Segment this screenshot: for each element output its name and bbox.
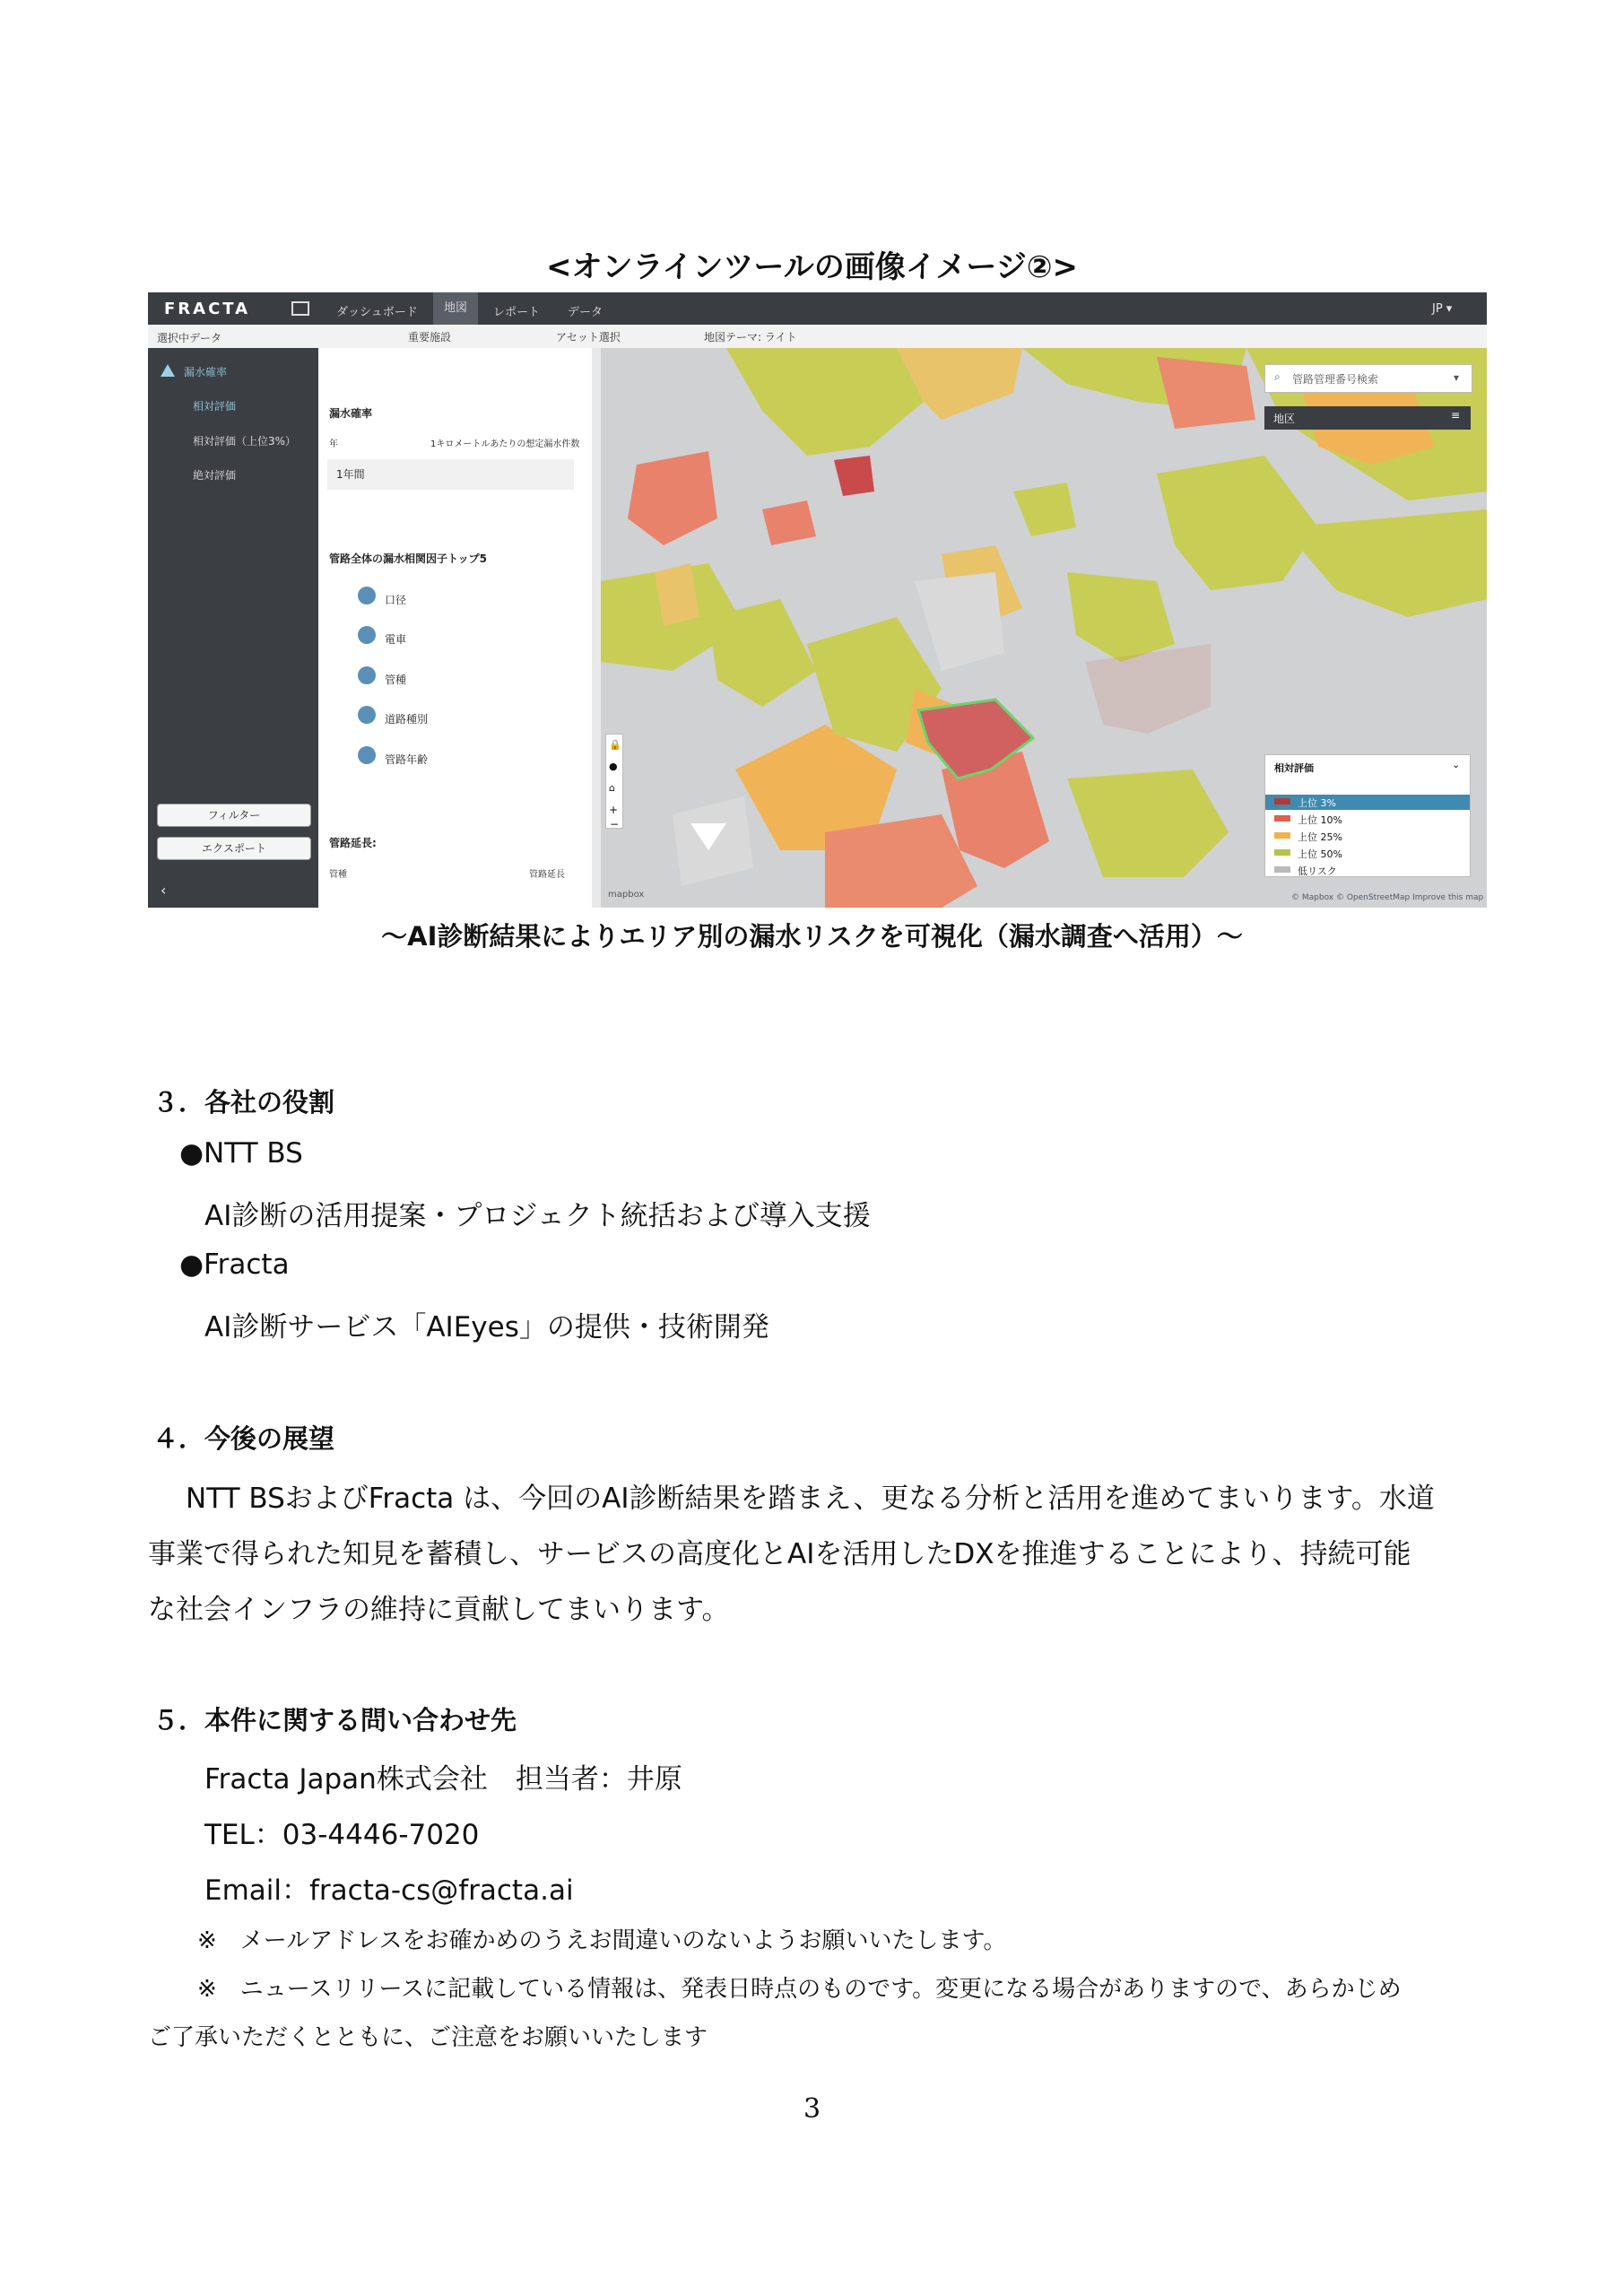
- section4-heading: ４．今後の展望: [152, 1423, 335, 1454]
- figure-title: <オンラインツールの画像イメージ②>: [545, 249, 1079, 285]
- role-fracta: AI診断サービス「AIEyes」の提供・技術開発: [204, 1311, 769, 1344]
- legend: [1264, 754, 1471, 877]
- contact-company: Fracta Japan株式会社 担当者：井原: [204, 1763, 682, 1796]
- important-facility-select[interactable]: 重要施設: [408, 331, 452, 344]
- page-number: 3: [803, 2093, 821, 2125]
- legend-swatch-4: [1274, 849, 1290, 856]
- company-ntt-bs: ●NTT BS: [179, 1137, 303, 1170]
- map-attribution[interactable]: © Mapbox © OpenStreetMap Improve this map: [1291, 893, 1484, 902]
- filter-toggle[interactable]: フィルター: [157, 804, 311, 827]
- mapbox-logo: mapbox: [608, 890, 645, 900]
- sidebar-section-leak-probability[interactable]: 漏水確率: [184, 366, 228, 378]
- factor-5: 管路年齢: [385, 753, 429, 766]
- period-row: 1年間: [327, 459, 574, 490]
- section3-heading: ３．各社の役割: [152, 1087, 335, 1118]
- district-label: 地区: [1273, 413, 1296, 425]
- collapse-left-icon[interactable]: ‹: [161, 882, 167, 899]
- sidebar: [148, 348, 318, 908]
- zoom-in-icon[interactable]: +: [609, 804, 619, 816]
- selected-data-label: 選択中データ: [157, 332, 222, 344]
- asset-select[interactable]: アセット選択: [556, 331, 621, 344]
- menu-icon[interactable]: ≡: [1451, 409, 1461, 422]
- filter-bar: [148, 325, 1487, 349]
- company-fracta: ●Fracta: [179, 1248, 290, 1281]
- outlook-line-1: NTT BSおよびFracta は、今回のAI診断結果を踏まえ、更なる分析と活用を進めてまいります。水道: [186, 1483, 1435, 1515]
- nav-map[interactable]: 地図: [433, 292, 478, 325]
- panel-heading: 漏水確率: [329, 407, 373, 420]
- legend-swatch-3: [1274, 832, 1290, 839]
- outlook-line-2: 事業で得られた知見を蓄積し、サービスの高度化とAIを活用したDXを推進することにより、持続可能: [148, 1538, 1411, 1570]
- nav-data[interactable]: データ: [568, 306, 604, 319]
- legend-label-5[interactable]: 低リスク: [1298, 865, 1337, 877]
- panel-divider: [592, 348, 601, 908]
- chevron-down-icon[interactable]: ⌄: [1452, 759, 1461, 770]
- info-panel: [318, 348, 592, 908]
- factor-3: 管種: [385, 674, 407, 686]
- contact-email[interactable]: Email：fracta-cs@fracta.ai: [204, 1874, 574, 1907]
- role-ntt-bs: AI診断の活用提案・プロジェクト統括および導入支援: [204, 1200, 871, 1232]
- legend-label-1[interactable]: 上位 3%: [1298, 797, 1336, 809]
- sidebar-item-relative-top3[interactable]: 相対評価（上位3%）: [193, 435, 297, 448]
- contact-tel: TEL：03-4446-7020: [204, 1819, 480, 1851]
- map-theme-select[interactable]: 地図テーマ: ライト: [704, 331, 797, 344]
- factor-icon-2: [358, 626, 376, 644]
- note-disclaimer-line2: ご了承いただくとともに、ご注意をお願いいたします: [148, 2024, 708, 2051]
- search-input[interactable]: 管路管理番号検索: [1292, 373, 1379, 386]
- lock-icon[interactable]: 🔒: [609, 739, 621, 751]
- tool-screenshot: [148, 292, 1487, 908]
- district-select[interactable]: [1264, 406, 1471, 430]
- section5-heading: ５．本件に関する問い合わせ先: [152, 1705, 517, 1735]
- factor-icon-1: [358, 587, 376, 604]
- search-icon: ⌕: [1274, 370, 1281, 383]
- col-length: 管路延長: [529, 870, 565, 880]
- col-year: 年: [329, 439, 338, 449]
- factor-4: 道路種別: [385, 713, 429, 726]
- figure-caption: ～AI診断結果によりエリア別の漏水リスクを可視化（漏水調査へ活用）～: [381, 921, 1243, 952]
- camera-icon[interactable]: ●: [609, 761, 618, 772]
- factor-icon-5: [358, 746, 376, 764]
- legend-swatch-2: [1274, 815, 1290, 822]
- legend-swatch-1: [1274, 798, 1290, 804]
- sidebar-item-relative[interactable]: 相対評価: [193, 400, 237, 413]
- col-desc: 1キロメートルあたりの想定漏水件数: [430, 439, 580, 449]
- outlook-line-3: な社会インフラの維持に貢献してまいります。: [148, 1594, 730, 1626]
- app-logo: FRACTA: [164, 300, 251, 318]
- export-button[interactable]: エクスポート: [157, 837, 311, 860]
- note-email: ※ メールアドレスをお確かめのうえお間違いのないようお願いいたします。: [197, 1927, 1007, 1954]
- pipe-search[interactable]: [1264, 364, 1472, 393]
- legend-selected-row: [1265, 795, 1470, 810]
- factor-2: 電車: [385, 633, 407, 646]
- legend-title: 相対評価: [1274, 762, 1314, 774]
- legend-swatch-5: [1274, 866, 1290, 873]
- legend-label-2[interactable]: 上位 10%: [1298, 814, 1342, 826]
- monitor-icon[interactable]: [291, 301, 309, 316]
- nav-report[interactable]: レポート: [493, 306, 541, 319]
- legend-label-4[interactable]: 上位 50%: [1298, 848, 1342, 860]
- length-heading: 管路延長:: [329, 837, 377, 849]
- home-icon[interactable]: ⌂: [609, 782, 615, 794]
- zoom-out-icon[interactable]: −: [610, 818, 620, 831]
- col-pipe: 管種: [329, 870, 347, 880]
- nav-dashboard[interactable]: ダッシュボード: [336, 306, 418, 319]
- factor-1: 口径: [385, 594, 407, 606]
- note-disclaimer-line1: ※ ニュースリリースに記載している情報は、発表日時点のものです。変更になる場合がありますので、あらかじめ: [197, 1976, 1402, 2003]
- factor-icon-3: [358, 666, 376, 684]
- legend-label-3[interactable]: 上位 25%: [1298, 831, 1342, 843]
- language-select[interactable]: JP ▾: [1432, 302, 1453, 316]
- sidebar-item-absolute[interactable]: 絶対評価: [193, 469, 237, 482]
- top-navbar: [148, 292, 1487, 325]
- warning-icon: [161, 364, 175, 377]
- factor-icon-4: [358, 706, 376, 724]
- chevron-down-icon: ▾: [1454, 371, 1460, 384]
- factors-heading: 管路全体の漏水相関因子トップ5: [329, 552, 487, 565]
